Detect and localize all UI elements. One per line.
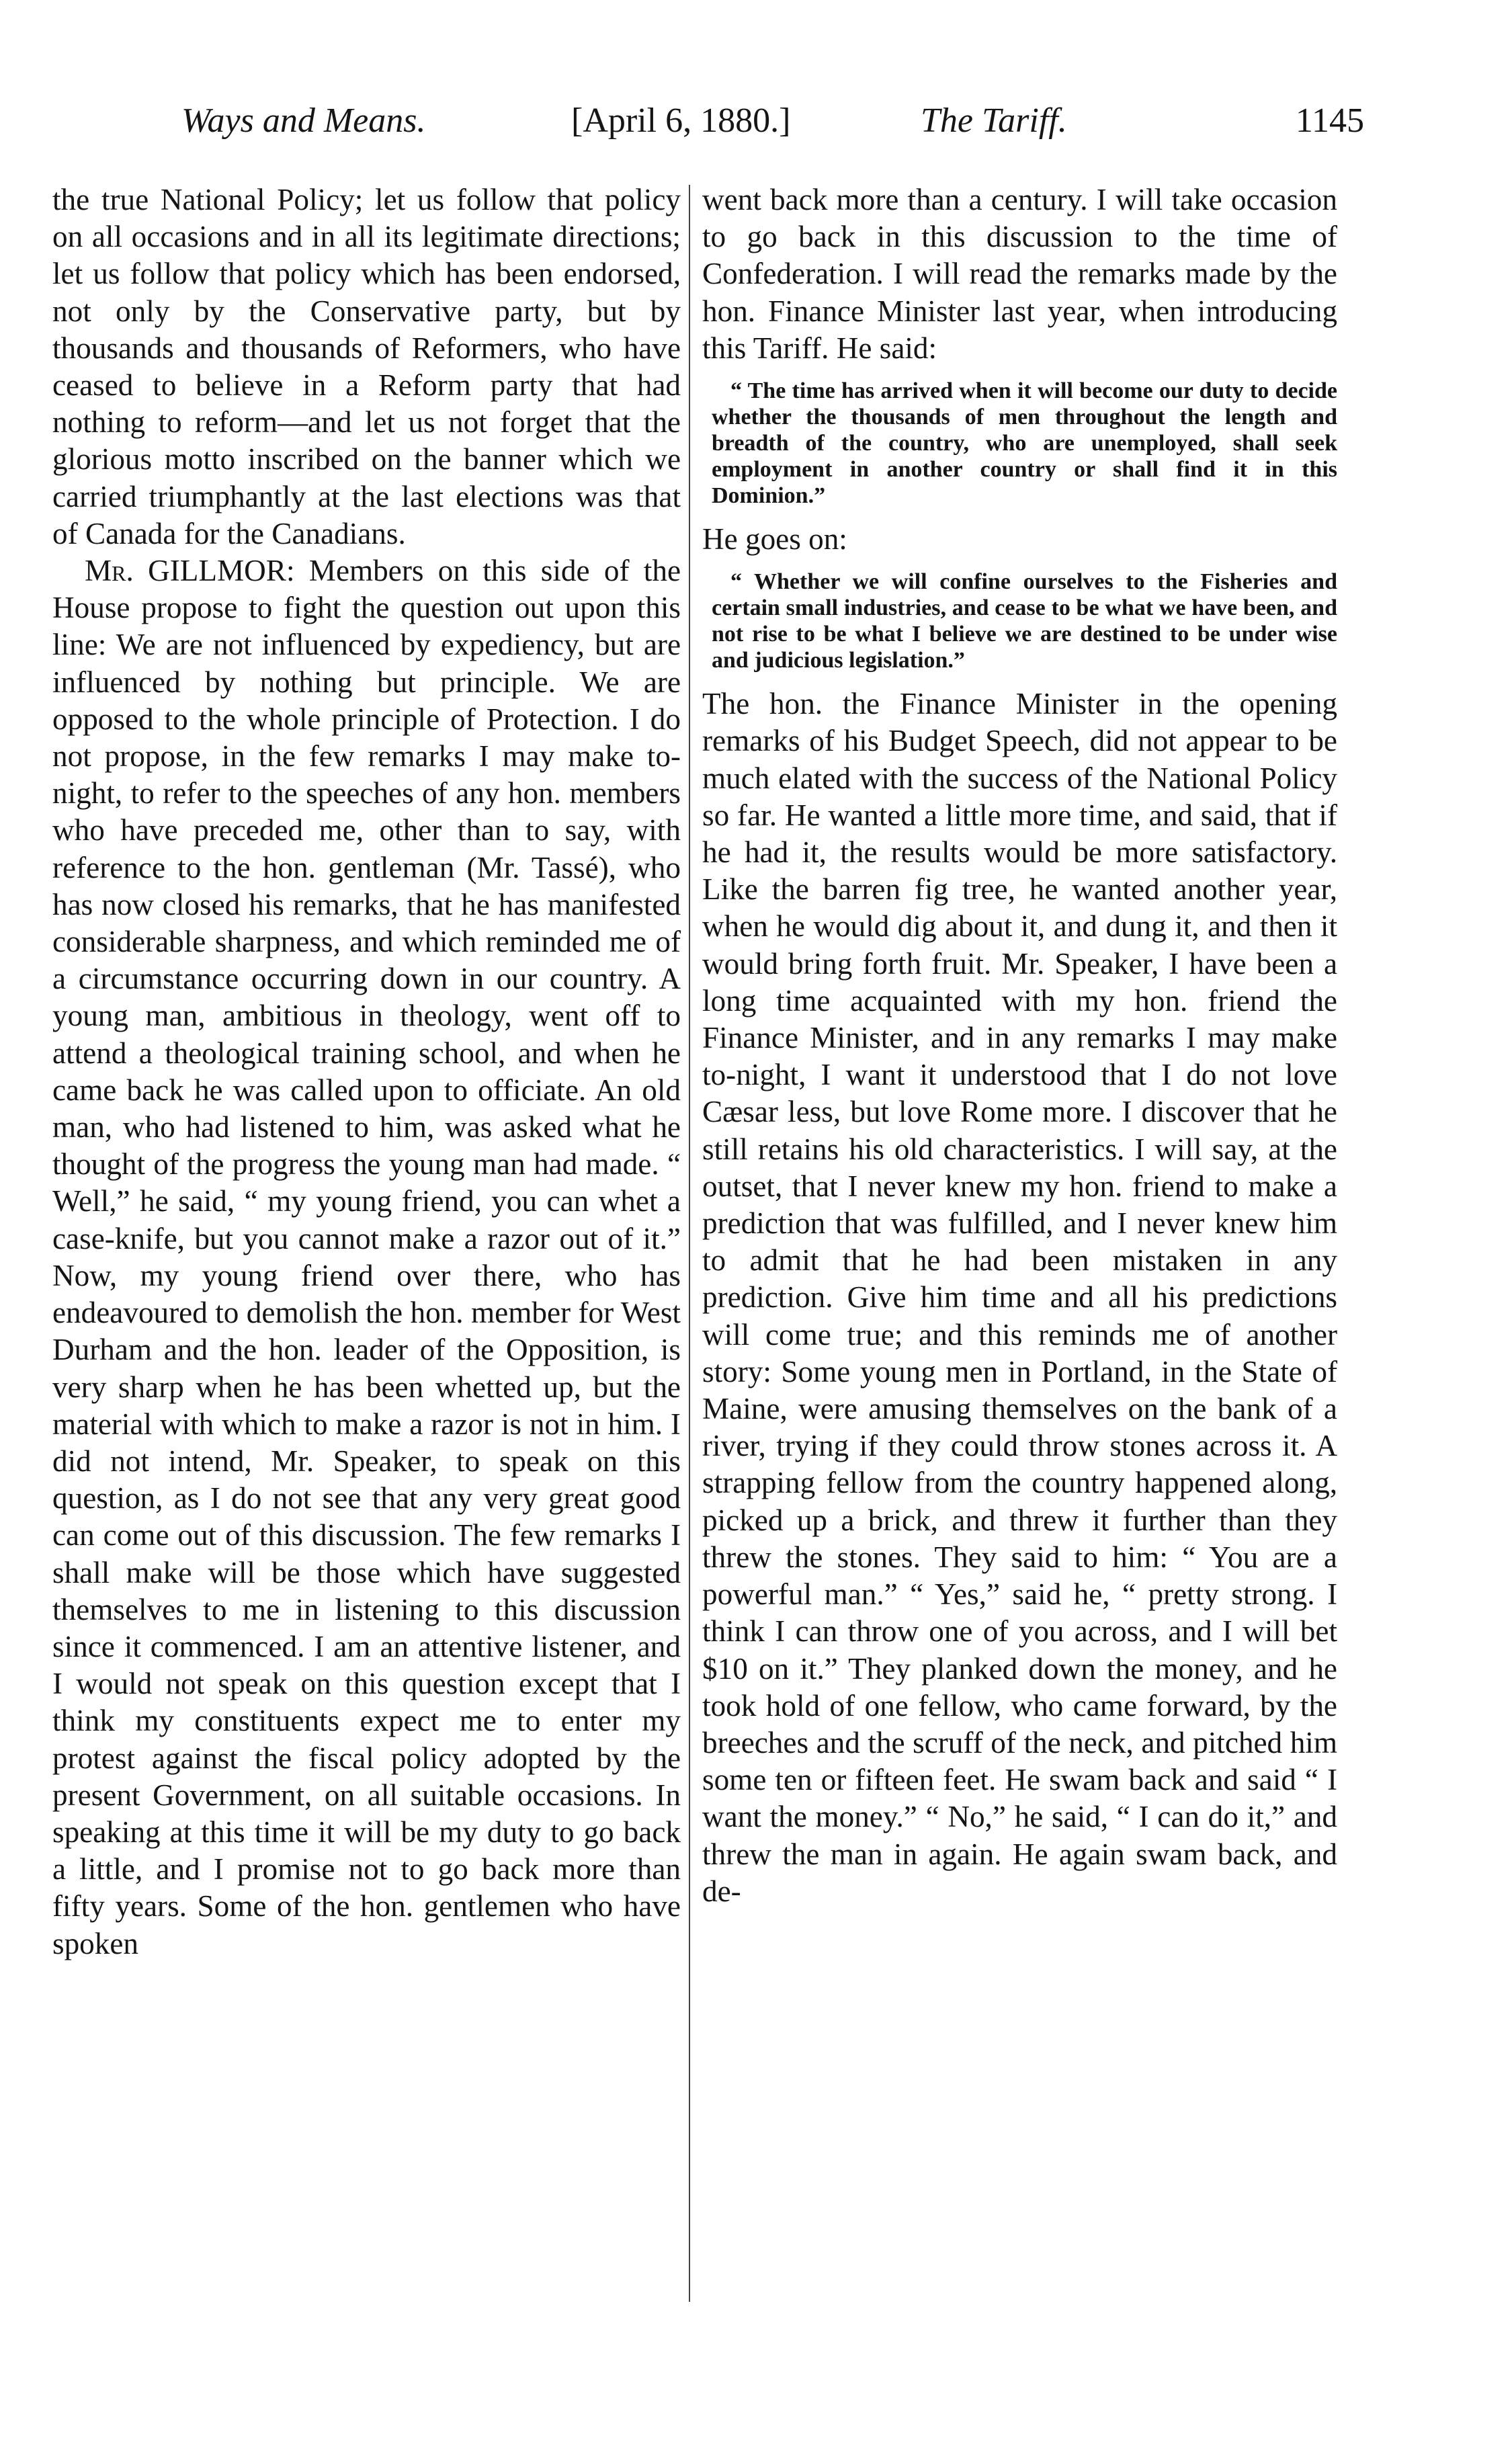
speech-text: Members on this side of the House propose to fight the question out upon this line: We are not influenced by expediency, but are influenced by nothing but principle. We are opposed to the whole principle of Protection. I do not propose, in the few remarks I may make to-night, to refer to the speeches of any hon. members who have preceded me, other than to say, with reference to the hon. gentleman (Mr. Tassé), who has now closed his remarks, that he has manifested considerable sharpness, and which reminded me of a circumstance occurring down in our country. A young man, ambitious in theology, went off to attend a theological training school, and when he came back he was called upon to officiate. An old man, who had listened to him, was asked what he thought of the progress the young man had made. “ Well,” he said, “ my young friend, you can whet a case-knife, but you cannot make a razor out of it.” Now, my young friend over there, who has endeavoured to demolish the hon. member for West Durham and the hon. leader of the Opposition, is very sharp when he has been whetted up, but the material with which to make a razor is not in him. I did not intend, Mr. Speaker, to speak on this question, as I do not see that any very great good can come out of this discussion. The few remarks I shall make will be those which have suggested themselves to me in listening to this discussion since it commenced. I am an attentive listener, and I would not speak on this question except that I think my constituents expect me to enter my protest against the fiscal policy adopted by the present Government, on all suitable occasions. In speaking at this time it will be my duty to go back a little, and I promise not to go back more than fifty years. Some of the hon. gentlemen who have spoken: [52, 554, 681, 1960]
paragraph: The hon. the Finance Minister in the opening remarks of his Budget Speech, did not appear to be much elated with the success of the National Policy so far. He wanted a little more time, and said, that if he had it, the results would be more satisfactory. Like the barren fig tree, he wanted another year, when he would dig about it, and dung it, and then it would bring forth fruit. Mr. Speaker, I have been a long time acquainted with my hon. friend the Finance Minister, and in any remarks I may make to-night, I want it understood that I do not love Cæsar less, but love Rome more. I discover that he still retains his old characteristics. I will say, at the outset, that I never knew my hon. friend to make a prediction that was fulfilled, and I never knew him to admit that he had been mistaken in any prediction. Give him time and all his predictions will come true; and this reminds me of another story: Some young men in Portland, in the State of Maine, were amusing themselves on the bank of a river, trying if they could throw stones across it. A strapping fellow from the country happened along, picked up a brick, and threw it further than they threw the stones. They said to him: “ You are a powerful man.” “ Yes,” said he, “ pretty strong. I think I can throw one of you across, and I will bet $10 on it.” They planked down the money, and he took hold of one fellow, who came forward, by the breeches and the scruff of the neck, and pitched him some ten or fifteen feet. He swam back and said “ I want the money.” “ No,” he said, “ I can do it,” and threw the man in again. He again swam back, and de-: [702, 687, 1337, 1908]
header-title: The Tariff.: [921, 101, 1067, 140]
page-header: [54, 94, 1404, 155]
column-divider: [689, 185, 690, 2302]
paragraph: He goes on:: [702, 522, 847, 556]
speaker-name: Mr. GILLMOR:: [85, 554, 295, 588]
right-column: [702, 181, 1337, 1910]
left-column: [52, 181, 681, 1962]
speech-paragraph: [52, 552, 681, 1962]
block-quote: “ Whether we will confine ourselves to the Fisheries and certain small industries, and cease to be what we have been, and not rise to be what I believe we are destined to be under wise and judicious legislation.”: [712, 569, 1337, 673]
paragraph: the true National Policy; let us follow that policy on all occasions and in all its legitimate directions; let us follow that policy which has been endorsed, not only by the Conservative party, but by thousands and thousands of Reformers, who have ceased to believe in a Reform party that had nothing to reform—and let us not forget that the glorious motto inscribed on the banner which we carried triumphantly at the last elections was that of Canada for the Canadians.: [52, 183, 681, 550]
page-number: 1145: [1295, 101, 1364, 140]
paragraph: went back more than a century. I will take occasion to go back in this discussion to the time of Confederation. I will read the remarks made by the hon. Finance Minister last year, when introducing this Tariff. He said:: [702, 183, 1337, 365]
header-section: Ways and Means.: [181, 101, 426, 140]
header-date: [April 6, 1880.]: [571, 101, 791, 140]
block-quote: “ The time has arrived when it will become our duty to decide whether the thousands of men throughout the length and breadth of the country, who are unemployed, shall seek employment in another country or shall find it in this Dominion.”: [712, 378, 1337, 509]
